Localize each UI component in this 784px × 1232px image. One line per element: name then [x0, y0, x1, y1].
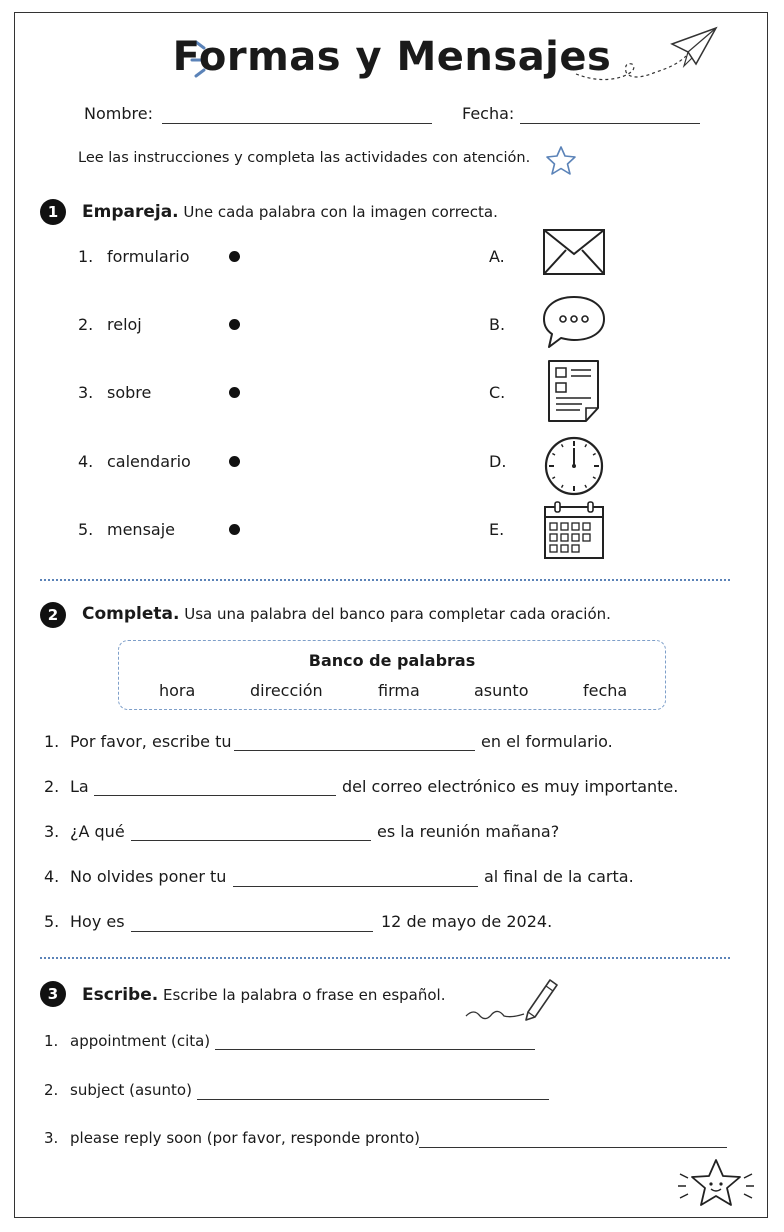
translate-answer-line[interactable]	[197, 1099, 549, 1100]
calendar-icon	[542, 498, 606, 562]
sentence-after: del correo electrónico es muy importante.	[342, 777, 679, 796]
star-icon	[544, 144, 578, 176]
word-bank-item: dirección	[250, 681, 323, 700]
paper-plane-icon	[572, 22, 722, 92]
option-letter: E.	[489, 520, 505, 539]
word-bank-item: fecha	[583, 681, 628, 700]
option-letter: A.	[489, 247, 505, 266]
match-dot[interactable]	[229, 524, 240, 535]
smiling-star-icon	[676, 1156, 756, 1212]
word-bank-item: asunto	[474, 681, 529, 700]
sentence-blank[interactable]	[233, 886, 478, 887]
sentence-before: La	[70, 777, 89, 796]
section2-heading	[82, 604, 611, 624]
match-item-word: calendario	[107, 452, 191, 471]
match-item-number: 5.	[78, 520, 94, 539]
translate-prompt: appointment (cita)	[70, 1032, 211, 1050]
translate-prompt: please reply soon (por favor, responde pronto)	[70, 1129, 421, 1147]
sentence-number: 5.	[44, 912, 60, 931]
sentence-after: al final de la carta.	[484, 867, 634, 886]
section1-heading	[82, 202, 498, 222]
sentence-before: ¿A qué	[70, 822, 125, 841]
word-bank-title: Banco de palabras	[308, 651, 476, 670]
match-item-word: mensaje	[107, 520, 175, 539]
name-answer-line[interactable]	[162, 123, 432, 124]
translate-answer-line[interactable]	[215, 1049, 535, 1050]
section1-title: Empareja.	[82, 202, 179, 222]
section3-instructions: Escribe la palabra o frase en español.	[162, 986, 446, 1004]
match-dot[interactable]	[229, 456, 240, 467]
option-letter: D.	[489, 452, 507, 471]
translate-number: 1.	[44, 1032, 59, 1050]
translate-prompt: subject (asunto)	[70, 1081, 192, 1099]
match-dot[interactable]	[229, 251, 240, 262]
sentence-after: es la reunión mañana?	[377, 822, 560, 841]
sentence-blank[interactable]	[234, 750, 475, 751]
sentence-number: 4.	[44, 867, 60, 886]
section1-instructions: Une cada palabra con la imagen correcta.	[183, 203, 498, 221]
section-divider	[40, 957, 730, 959]
sentence-before: Por favor, escribe tu	[70, 732, 232, 751]
match-dot[interactable]	[229, 387, 240, 398]
match-item-number: 3.	[78, 383, 94, 402]
pencil-icon	[462, 974, 562, 1024]
date-label: Fecha:	[462, 104, 515, 123]
envelope-icon	[542, 228, 606, 276]
sentence-number: 1.	[44, 732, 60, 751]
form-document-icon	[546, 358, 602, 424]
page-title: Formas y Mensajes	[172, 34, 612, 80]
word-bank	[118, 640, 666, 710]
translate-number: 3.	[44, 1129, 59, 1147]
option-letter: B.	[489, 315, 506, 334]
sentence-before: No olvides poner tu	[70, 867, 227, 886]
match-item-word: formulario	[107, 247, 190, 266]
match-item-number: 2.	[78, 315, 94, 334]
section-divider	[40, 579, 730, 581]
clock-icon	[543, 435, 605, 497]
match-item-word: sobre	[107, 383, 152, 402]
sentence-number: 3.	[44, 822, 60, 841]
speech-bubble-icon	[541, 294, 607, 350]
sentence-after: 12 de mayo de 2024.	[381, 912, 553, 931]
section2-number: 2	[40, 602, 66, 628]
translate-number: 2.	[44, 1081, 59, 1099]
section3-number: 3	[40, 981, 66, 1007]
match-item-number: 1.	[78, 247, 94, 266]
section1-number: 1	[40, 199, 66, 225]
option-letter: C.	[489, 383, 506, 402]
sentence-number: 2.	[44, 777, 60, 796]
sentence-before: Hoy es	[70, 912, 125, 931]
match-item-word: reloj	[107, 315, 142, 334]
name-label: Nombre:	[84, 104, 153, 123]
sentence-blank[interactable]	[131, 840, 371, 841]
sentence-after: en el formulario.	[481, 732, 613, 751]
section3-title: Escribe.	[82, 985, 159, 1005]
sentence-blank[interactable]	[131, 931, 373, 932]
section3-heading	[82, 985, 446, 1005]
word-bank-item: hora	[159, 681, 196, 700]
instructions-text: Lee las instrucciones y completa las actividades con atención.	[78, 150, 531, 166]
section2-instructions: Usa una palabra del banco para completar cada oración.	[184, 605, 611, 623]
section2-title: Completa.	[82, 604, 180, 624]
translate-answer-line[interactable]	[419, 1147, 727, 1148]
sentence-blank[interactable]	[94, 795, 336, 796]
word-bank-item: firma	[378, 681, 420, 700]
match-item-number: 4.	[78, 452, 94, 471]
date-answer-line[interactable]	[520, 123, 700, 124]
match-dot[interactable]	[229, 319, 240, 330]
